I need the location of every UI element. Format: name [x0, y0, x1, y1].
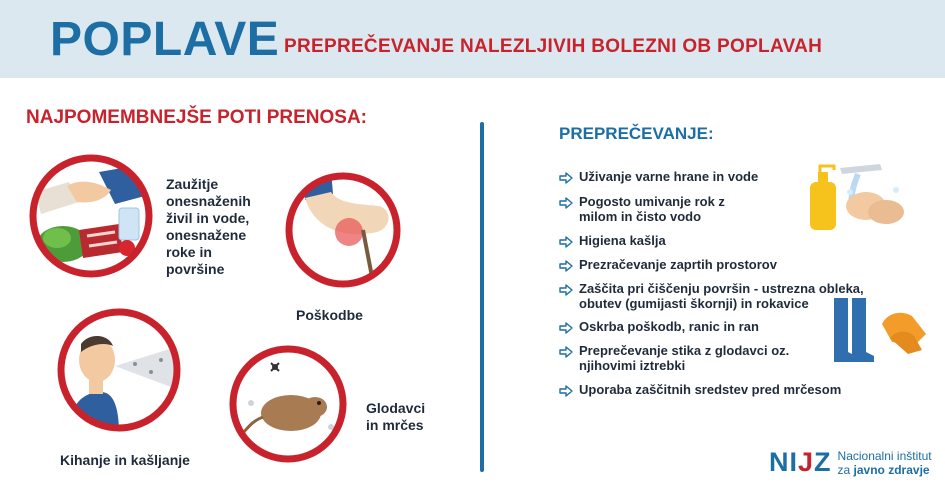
list-item: [559, 343, 789, 373]
transmission-heading: NAJPOMEMBNEJŠE POTI PRENOSA:: [26, 107, 367, 128]
prevention-item-text: Preprečevanje stika z glodavci oz. njihovimi iztrebki: [579, 343, 790, 373]
food-handshake-icon: [27, 152, 155, 280]
prevention-item-text: Zaščita pri čiščenju površin - ustrezna obleka, obutev (gumijasti škornji) in rokavice: [579, 281, 864, 311]
arrow-right-icon: [559, 259, 573, 273]
prevention-heading: PREPREČEVANJE:: [559, 124, 714, 143]
logo-line-2-strong: javno zdravje: [853, 462, 930, 477]
sneezing-person-icon: [55, 306, 183, 434]
logo-line-2: [838, 463, 932, 477]
foot-injury-icon: [283, 170, 403, 290]
arrow-right-icon: [559, 235, 573, 249]
prevention-item-text: Higiena kašlja: [579, 233, 666, 248]
header-banner: [0, 0, 945, 78]
page-subtitle: PREPREČEVANJE NALEZLJIVIH BOLEZNI OB POPLAVAH: [284, 36, 823, 57]
logo-text: [838, 449, 932, 477]
prevention-item-text: Pogosto umivanje rok z milom in čisto vodo: [579, 194, 725, 224]
logo-mark-left: NI: [769, 447, 798, 477]
arrow-right-icon: [559, 283, 573, 297]
prevention-item-text: Uporaba zaščitnih sredstev pred mrčesom: [579, 382, 842, 397]
arrow-right-icon: [559, 321, 573, 335]
logo-line-2-prefix: za: [837, 462, 854, 477]
prevention-item-text: Oskrba poškodb, ranic in ran: [579, 319, 759, 334]
list-item: [559, 233, 666, 249]
logo-line-1: Nacionalni inštitut: [837, 448, 932, 463]
list-item: [559, 281, 864, 311]
arrow-right-icon: [559, 345, 573, 359]
boots-gloves-icon: [830, 294, 930, 366]
list-item: [559, 194, 725, 224]
arrow-right-icon: [559, 196, 573, 210]
list-item: [559, 257, 777, 273]
list-item: [559, 382, 841, 398]
handwashing-soap-icon: [800, 160, 910, 234]
arrow-right-icon: [559, 171, 573, 185]
logo-mark-right: Z: [814, 447, 832, 477]
rodent-insect-icon: [227, 343, 349, 465]
prevention-item-text: Prezračevanje zaprtih prostorov: [579, 257, 777, 272]
arrow-right-icon: [559, 384, 573, 398]
route-label-food: Zaužitje onesnaženih živil in vode, onesnažene roke in površine: [166, 176, 251, 277]
route-label-injury: Poškodbe: [296, 307, 363, 323]
nijz-logo: [769, 447, 932, 478]
prevention-item-text: Uživanje varne hrane in vode: [579, 169, 759, 184]
list-item: [559, 319, 759, 335]
route-label-rodents: Glodavci in mrčes: [366, 400, 426, 433]
section-divider: [480, 122, 484, 472]
route-label-sneezing: Kihanje in kašljanje: [60, 452, 190, 468]
logo-mark-accent: J: [798, 447, 815, 477]
logo-mark: [769, 447, 832, 478]
page-title: POPLAVE: [50, 13, 280, 66]
list-item: [559, 169, 758, 185]
